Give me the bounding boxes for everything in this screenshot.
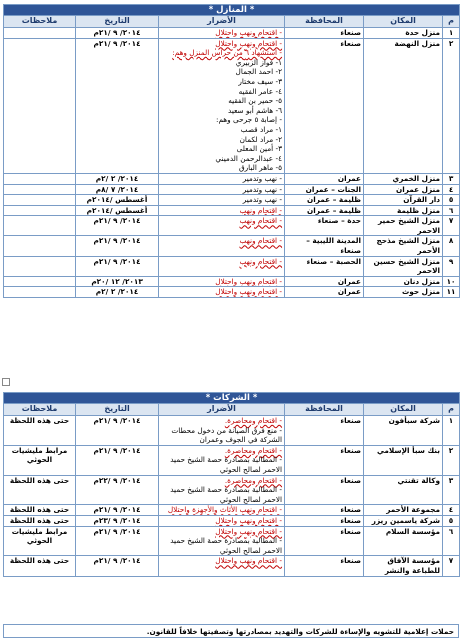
table-row xyxy=(4,256,460,276)
row-governorate: ظليمة – عمران xyxy=(285,195,364,206)
row-governorate: صنعاء xyxy=(285,515,364,526)
table-row xyxy=(4,173,460,184)
row-damage xyxy=(159,287,285,298)
row-place: مجموعة الأحمر xyxy=(364,505,443,516)
row-date: ٢٠١٣/ ١٢ /٢٠م xyxy=(76,276,159,287)
row-notes xyxy=(4,184,76,195)
row-notes xyxy=(4,195,76,206)
row-governorate: الحصبة – صنعاء xyxy=(285,256,364,276)
damage-line: ٢- احمد الجمال xyxy=(235,67,283,77)
row-date: ٢٠١٤/ ٩ /٢١م xyxy=(76,38,159,173)
homes-table xyxy=(3,4,460,298)
damage-line: - اقتحام ونهب xyxy=(239,256,283,266)
table-row xyxy=(4,445,460,475)
row-place: منزل النهضة xyxy=(364,38,443,173)
row-number: ٧ xyxy=(443,216,460,236)
row-place: منزل الشيخ مذحج الأحمر xyxy=(364,236,443,256)
row-damage xyxy=(159,515,285,526)
row-date: أغسطس /٢٠١٤م xyxy=(76,195,159,206)
row-date: ٢٠١٤/ ٩ /٢٢م xyxy=(76,475,159,505)
damage-line: - اقتحام ونهب واحتلال xyxy=(215,287,283,297)
row-governorate: صنعاء xyxy=(285,475,364,505)
row-damage xyxy=(159,445,285,475)
row-damage xyxy=(159,475,285,505)
row-governorate: عمران xyxy=(285,287,364,298)
row-place: منزل الشيخ حمير الاحمر xyxy=(364,216,443,236)
damage-line: - اقتحام ومحاصرة. xyxy=(224,445,283,455)
row-date: ٢٠١٤/ ٩ /٢١م xyxy=(76,416,159,446)
row-date: ٢٠١٤/ ٩ /٢١م xyxy=(76,445,159,475)
damage-line: - اقتحام ونهب xyxy=(239,236,283,246)
row-damage xyxy=(159,505,285,516)
row-notes: حتى هذه اللحظة xyxy=(4,556,76,576)
row-number: ٥ xyxy=(443,515,460,526)
row-governorate: صنعاء xyxy=(285,28,364,39)
damage-line: ٣- أمين المعلى xyxy=(236,144,283,154)
row-damage xyxy=(159,236,285,256)
row-number: ٢ xyxy=(443,445,460,475)
damage-line: الاحمر لصالح الحوثي xyxy=(219,464,283,474)
table-row xyxy=(4,38,460,173)
row-governorate: ظليمة – عمران xyxy=(285,205,364,216)
row-damage xyxy=(159,556,285,576)
row-place: منزل الشيخ حسين الاحمر xyxy=(364,256,443,276)
row-damage xyxy=(159,28,285,39)
table-row xyxy=(4,184,460,195)
table-row xyxy=(4,515,460,526)
row-place: منزل حدة xyxy=(364,28,443,39)
row-notes: حتى هذه اللحظة xyxy=(4,475,76,505)
row-damage xyxy=(159,173,285,184)
damage-line: ٤- عامر الفقيه xyxy=(238,86,283,96)
header-date: التاريخ xyxy=(76,16,159,28)
row-number: ١ xyxy=(443,28,460,39)
row-date: ٢٠١٤/ ٧ /٨م xyxy=(76,184,159,195)
row-notes: حتى هذه اللحظة xyxy=(4,416,76,446)
row-damage xyxy=(159,526,285,556)
row-number: ٦ xyxy=(443,205,460,216)
row-governorate: صنعاء xyxy=(285,556,364,576)
damage-line: ٥- حمير بن الفقيه xyxy=(228,96,283,106)
footer-note: حملات إعلامية للتشويه والإساءة للشركات والتهديد بمصادرتها وتصفيتها خلافاً للقانون. xyxy=(3,624,459,638)
row-governorate: صنعاء xyxy=(285,38,364,173)
row-number: ٧ xyxy=(443,556,460,576)
damage-line: الاحمر لصالح الحوثي xyxy=(219,545,283,555)
damage-line: - اقتحام ونهب واحتلال xyxy=(215,515,283,525)
row-date: ٢٠١٤/ ٢ /٢م xyxy=(76,287,159,298)
row-place: شركة ياسمين ريزر xyxy=(364,515,443,526)
row-date: ٢٠١٤/ ٩ /٢١م xyxy=(76,256,159,276)
homes-header-row xyxy=(4,16,460,28)
header-place: المكان xyxy=(364,16,443,28)
row-notes xyxy=(4,276,76,287)
row-number: ٤ xyxy=(443,505,460,516)
row-date: ٢٠١٤/ ٩ /٢٣م xyxy=(76,515,159,526)
row-notes xyxy=(4,205,76,216)
table-row xyxy=(4,287,460,298)
row-damage xyxy=(159,38,285,173)
damage-line: - نهب وتدمير xyxy=(242,184,283,194)
damage-line: ١- مراد قصب xyxy=(240,124,283,134)
damage-line: ٢- مراد لكمان xyxy=(239,134,283,144)
damage-line: - المطالبة بمصادرة حصة الشيخ حميد xyxy=(170,485,283,495)
row-place: منزل عمران xyxy=(364,184,443,195)
row-notes xyxy=(4,216,76,236)
row-notes xyxy=(4,38,76,173)
table-row xyxy=(4,276,460,287)
row-date: ٢٠١٤/ ٩ /٢١م xyxy=(76,526,159,556)
companies-header-row xyxy=(4,404,460,416)
row-place: دار القرآن xyxy=(364,195,443,206)
damage-line: - منع فرق الصيانة من دخول محطات xyxy=(171,425,283,435)
damage-line: ٥- ماهر البارق xyxy=(238,163,283,173)
damage-line: - المطالبة بمصادرة حصة الشيخ حميد xyxy=(170,455,283,465)
row-place: وكالة تقنتي xyxy=(364,475,443,505)
row-governorate: المدينة الليبية – صنعاء xyxy=(285,236,364,256)
row-date: ٢٠١٤/ ٩ /٢١م xyxy=(76,216,159,236)
row-date: ٢٠١٤/ ٩ /٢١م xyxy=(76,505,159,516)
row-notes: مرابط مليشيات الحوثي xyxy=(4,445,76,475)
row-place: منزل دنان xyxy=(364,276,443,287)
row-notes: حتى هذه اللحظة xyxy=(4,505,76,516)
row-governorate: صنعاء xyxy=(285,445,364,475)
damage-line: - استشهاد ٦ من حراس المنزل وهم: xyxy=(172,48,283,58)
row-number: ٢ xyxy=(443,38,460,173)
row-number: ٥ xyxy=(443,195,460,206)
damage-line: - اقتحام ومحاصرة. xyxy=(224,416,283,425)
row-damage xyxy=(159,416,285,446)
row-date: ٢٠١٤/ ٩ /٢١م xyxy=(76,28,159,39)
damage-line: الاحمر لصالح الحوثي xyxy=(219,494,283,504)
row-notes: حتى هذه اللحظة xyxy=(4,515,76,526)
header-damage: الأضرار xyxy=(159,404,285,416)
homes-section-title: * المنازل * xyxy=(4,5,460,16)
damage-line: - المطالبة بمصادرة حصة الشيخ حميد xyxy=(170,536,283,546)
damage-line: - اقتحام ونهب xyxy=(239,205,283,215)
row-number: ١ xyxy=(443,416,460,446)
damage-line: - اقتحام ونهب واحتلال xyxy=(215,28,283,37)
table-row xyxy=(4,216,460,236)
row-place: بنك سبأ الإسلامي xyxy=(364,445,443,475)
companies-table xyxy=(3,392,460,577)
damage-line: - اقتحام ونهب xyxy=(239,216,283,226)
damage-line: ١- فواز الزبيري xyxy=(235,57,283,67)
row-date: ٢٠١٤/ ٩ /٢١م xyxy=(76,236,159,256)
row-notes xyxy=(4,28,76,39)
table-row xyxy=(4,195,460,206)
row-number: ٤ xyxy=(443,184,460,195)
damage-line: - اقتحام ومحاصرة. xyxy=(224,475,283,485)
damage-line: - اقتحام ونهب الأثاث والأجهزة واحتلال xyxy=(167,505,283,515)
row-number: ٩ xyxy=(443,256,460,276)
header-gov: المحافظة xyxy=(285,16,364,28)
row-damage xyxy=(159,276,285,287)
row-number: ٣ xyxy=(443,475,460,505)
row-notes xyxy=(4,256,76,276)
row-damage xyxy=(159,205,285,216)
header-num: م xyxy=(443,404,460,416)
table-row xyxy=(4,28,460,39)
damage-line: ٣- سيف مختار xyxy=(238,76,283,86)
row-place: مؤسسة الآفاق للطباعة والنشر xyxy=(364,556,443,576)
row-damage xyxy=(159,195,285,206)
row-place: منزل حوث xyxy=(364,287,443,298)
row-governorate: صنعاء xyxy=(285,416,364,446)
table-row xyxy=(4,475,460,505)
row-governorate: صنعاء xyxy=(285,505,364,516)
damage-line: - اقتحام ونهب واحتلال xyxy=(215,276,283,286)
table-row xyxy=(4,505,460,516)
row-number: ١١ xyxy=(443,287,460,298)
table-row xyxy=(4,205,460,216)
row-date: ٢٠١٤/ ٩ /٢١م xyxy=(76,556,159,576)
row-place: شركة سبأفون xyxy=(364,416,443,446)
row-date: أغسطس /٢٠١٤م xyxy=(76,205,159,216)
table-anchor-marker xyxy=(2,378,10,386)
table-row xyxy=(4,416,460,446)
row-notes: مرابط مليشيات الحوثي xyxy=(4,526,76,556)
damage-line: - نهب وتدمير xyxy=(242,195,283,205)
damage-line: ٤- عبدالرحمن الدميني xyxy=(215,153,283,163)
table-row xyxy=(4,556,460,576)
row-place: منزل الخمري xyxy=(364,173,443,184)
damage-line: - اقتحام ونهب واحتلال xyxy=(215,556,283,566)
row-number: ٦ xyxy=(443,526,460,556)
damage-line: - اقتحام ونهب واحتلال xyxy=(215,526,283,536)
row-place: مؤسسة السلام xyxy=(364,526,443,556)
damage-line: - نهب وتدمير xyxy=(242,173,283,183)
header-notes: ملاحظات xyxy=(4,16,76,28)
header-notes: ملاحظات xyxy=(4,404,76,416)
header-num: م xyxy=(443,16,460,28)
row-damage xyxy=(159,256,285,276)
damage-line: ٦- هاشم أبو سعيد xyxy=(227,105,283,115)
row-damage xyxy=(159,216,285,236)
row-number: ١٠ xyxy=(443,276,460,287)
header-place: المكان xyxy=(364,404,443,416)
row-date: ٢٠١٤/ ٢ /٢م xyxy=(76,173,159,184)
row-governorate: الجنات – عمران xyxy=(285,184,364,195)
row-governorate: عمران xyxy=(285,276,364,287)
row-governorate: حدة – صنعاء xyxy=(285,216,364,236)
row-notes xyxy=(4,236,76,256)
row-governorate: عمران xyxy=(285,173,364,184)
table-row xyxy=(4,236,460,256)
table-row xyxy=(4,526,460,556)
row-number: ٣ xyxy=(443,173,460,184)
row-notes xyxy=(4,287,76,298)
header-gov: المحافظة xyxy=(285,404,364,416)
row-notes xyxy=(4,173,76,184)
row-governorate: صنعاء xyxy=(285,526,364,556)
row-number: ٨ xyxy=(443,236,460,256)
header-date: التاريخ xyxy=(76,404,159,416)
row-damage xyxy=(159,184,285,195)
header-damage: الأضرار xyxy=(159,16,285,28)
damage-line: الشركة في الجوف وعمران xyxy=(199,435,283,445)
damage-line: - إصابة ٥ جرحى وهم: xyxy=(215,115,283,125)
row-place: منزل ظليمة xyxy=(364,205,443,216)
damage-line: - اقتحام ونهب واحتلال xyxy=(215,38,283,48)
companies-section-title: * الشركات * xyxy=(4,393,460,404)
